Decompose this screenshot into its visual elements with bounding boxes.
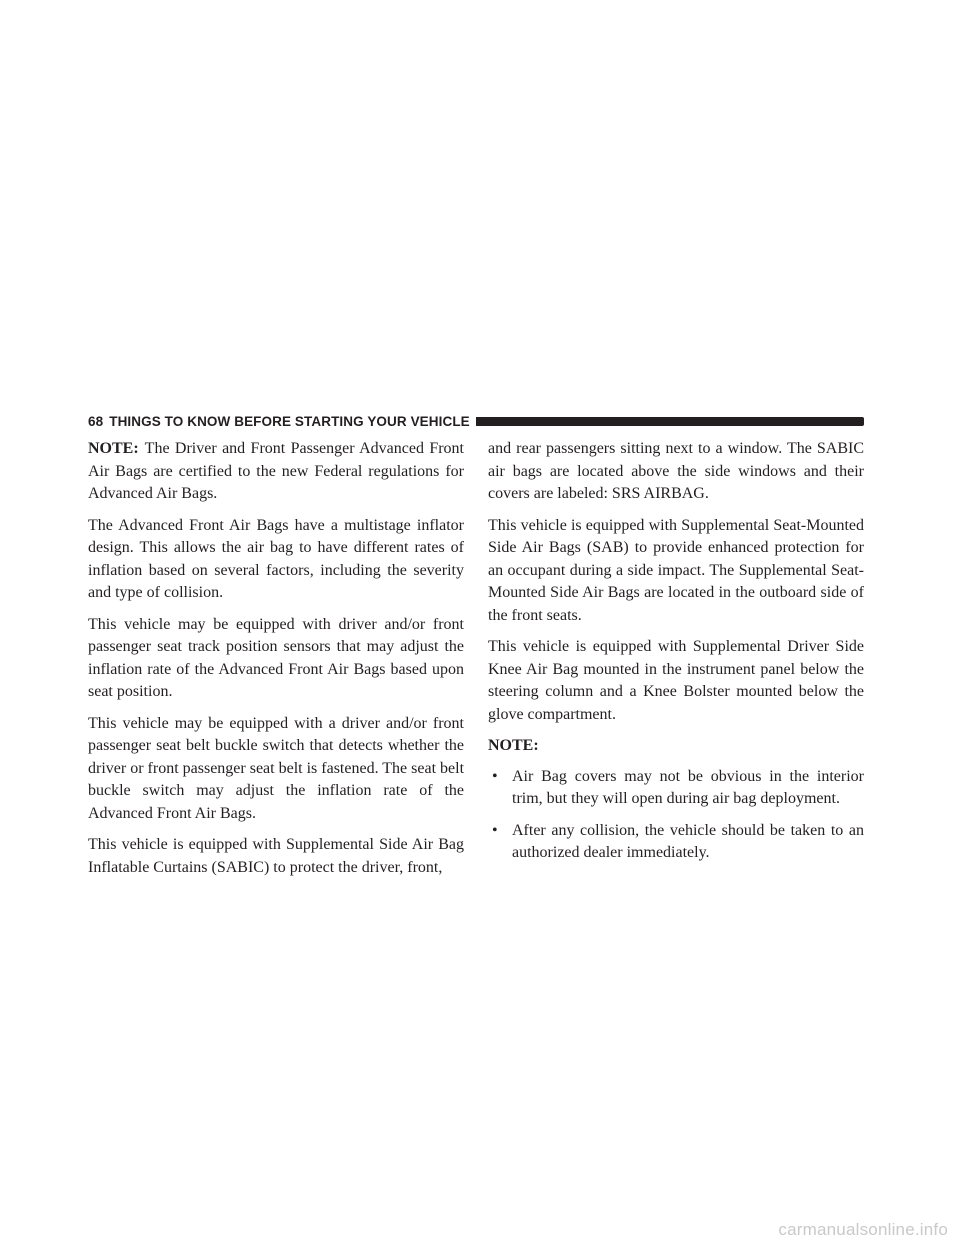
paragraph-multistage-inflator: The Advanced Front Air Bags have a multistage inflator design. This allows the air bag to have different rates of inflation based on several factors, including the severity and type of collision. — [88, 516, 464, 601]
bullet-icon: • — [492, 821, 498, 839]
paragraph-sabic-start: This vehicle is equipped with Supplemental Side Air Bag Inflatable Curtains (SABIC) to protect the driver, front, — [88, 836, 464, 876]
list-item — [488, 820, 864, 865]
left-column — [88, 438, 464, 888]
paragraph-knee-air-bag: This vehicle is equipped with Supplemental Driver Side Knee Air Bag mounted in the instrument panel below the steering column and a Knee Bolster mounted below the glove compartment. — [488, 638, 864, 723]
note-heading: NOTE: — [488, 737, 539, 754]
bullet-text: After any collision, the vehicle should be taken to an authorized dealer immediately. — [512, 821, 864, 861]
paragraph-sabic-continued: and rear passengers sitting next to a window. The SABIC air bags are located above the side windows and their covers are labeled: SRS AIRBAG. — [488, 440, 864, 502]
bullet-icon: • — [492, 767, 498, 785]
paragraph-buckle-switch: This vehicle may be equipped with a driver and/or front passenger seat belt buckle switch that detects whether the driver or front passenger seat belt is fastened. The seat belt buckle switch may adjust the inflation rate of the Advanced Front Air Bags. — [88, 714, 465, 822]
paragraph-seat-mounted-side-air-bags: This vehicle is equipped with Supplemental Seat-Mounted Side Air Bags (SAB) to provide enhanced protection for an occupant during a side impact. The Supplemental Seat-Mounted Side Air Bags are located in the outboard side of the front seats. — [488, 516, 864, 624]
bullet-text: Air Bag covers may not be obvious in the interior trim, but they will open during air bag deployment. — [512, 767, 864, 807]
note-text: The Driver and Front Passenger Advanced Front Air Bags are certified to the new Federal regulations for Advanced Air Bags. — [88, 440, 464, 502]
paragraph-seat-track-sensors: This vehicle may be equipped with driver and/or front passenger seat track position sensors that may adjust the inflation rate of the Advanced Front Air Bags based upon seat position. — [88, 615, 464, 700]
note-paragraph — [88, 438, 464, 506]
list-item — [488, 766, 864, 811]
note-bullet-list — [488, 766, 864, 865]
page-header — [88, 412, 864, 430]
page-number: 68 — [88, 413, 104, 429]
right-column — [488, 438, 864, 874]
header-rule — [476, 417, 864, 426]
watermark: carmanualsonline.info — [778, 1220, 948, 1239]
note-label: NOTE: — [88, 440, 139, 457]
section-title: THINGS TO KNOW BEFORE STARTING YOUR VEHICLE — [109, 413, 470, 429]
